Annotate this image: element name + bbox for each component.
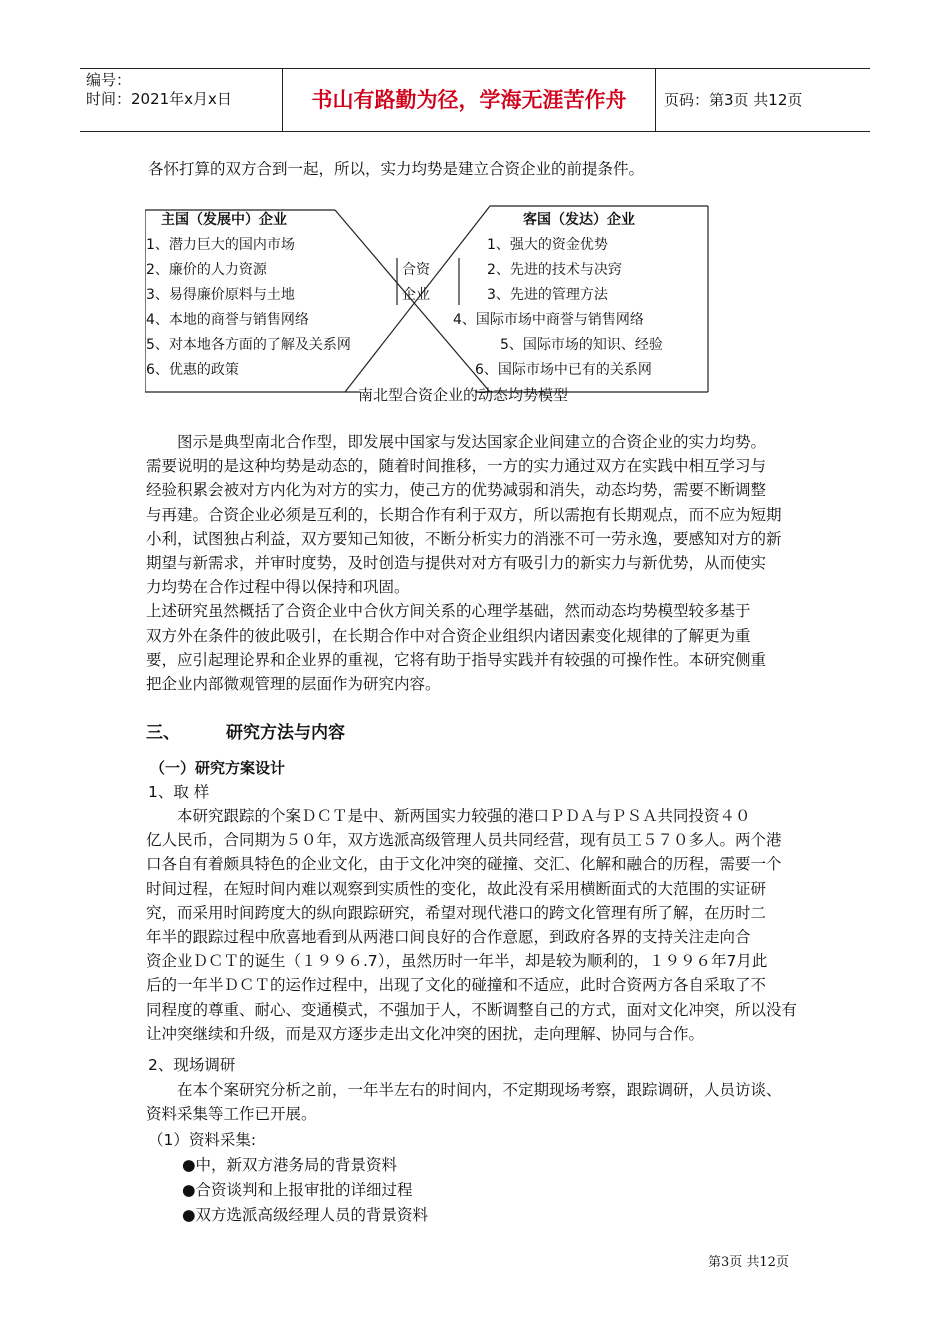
para1-line: 双方外在条件的彼此吸引，在长期合作中对合资企业组织内诸因素变化规律的了解更为重 <box>146 626 751 645</box>
para2-line: 后的一年半ＤＣＴ的运作过程中，出现了文化的碰撞和不适应，此时合资两方各自采取了不 <box>146 976 767 995</box>
para2-line: 究，而采用时间跨度大的纵向跟踪研究，希望对现代港口的跨文化管理有所了解，在历时二 <box>146 903 767 922</box>
para1-line: 与再建。合资企业必须是互利的，长期合作有利于双方，所以需抱有长期观点，而不应为短期 <box>146 505 782 524</box>
para3-line: 在本个案研究分析之前，一年半左右的时间内，不定期现场考察，跟踪调研，人员访谈、 <box>177 1081 782 1099</box>
para2-line: 同程度的尊重、耐心、变通模式，不强加于人，不断调整自己的方式，面对文化冲突，所以没有 <box>146 1000 798 1019</box>
paragraph-sampling <box>146 804 810 1046</box>
joint-venture-diagram <box>145 200 710 405</box>
doc-number-label: 编号： <box>86 71 132 89</box>
para1-line: 需要说明的是这种均势是动态的，随着时间推移，一方的实力通过双方在实践中相互学习与 <box>146 457 767 476</box>
para1-line: 把企业内部微观管理的层面作为研究内容。 <box>146 674 441 693</box>
guest-title: 客国（发达）企业 <box>523 212 635 228</box>
para3-line: 资料采集等工作已开展。 <box>146 1105 317 1124</box>
header-left <box>86 71 232 109</box>
para1-line: 图示是典型南北合作型，即发展中国家与发达国家企业间建立的合资企业的实力均势。 <box>177 433 767 451</box>
paragraph-dynamic-balance <box>146 430 810 696</box>
doc-time-label: 时间：2021年x月x日 <box>86 90 232 108</box>
host-item-6: 6、优惠的政策 <box>146 362 239 378</box>
guest-item-1: 1、强大的资金优势 <box>487 237 608 253</box>
bullet-item: ●双方选派高级经理人员的背景资料 <box>182 1206 429 1224</box>
guest-item-4: 4、国际市场中商誉与销售网络 <box>453 312 644 328</box>
para2-line: 让冲突继续和升级，而是双方逐步走出文化冲突的困扰，走向理解、协同与合作。 <box>146 1024 705 1043</box>
para2-line: 资企业ＤＣＴ的诞生（１９９６.7），虽然历时一年半，却是较为顺利的，１９９６年7月此 <box>146 952 768 971</box>
para1-line: 力均势在合作过程中得以保持和巩固。 <box>146 578 410 597</box>
guest-item-6: 6、国际市场中已有的关系网 <box>475 362 652 378</box>
guest-item-3: 3、先进的管理方法 <box>487 287 608 303</box>
host-item-5: 5、对本地各方面的了解及关系网 <box>146 337 351 353</box>
para2-line: 时间过程，在短时间内难以观察到实质性的变化，故此没有采用横断面式的大范围的实证研 <box>146 879 767 898</box>
para2-line: 年半的跟踪过程中欣喜地看到从两港口间良好的合作意愿，到政府各界的支持关注走向合 <box>146 927 751 946</box>
bullet-item: ●中，新双方港务局的背景资料 <box>182 1156 398 1174</box>
guest-item-2: 2、先进的技术与决窍 <box>487 262 622 278</box>
host-title: 主国（发展中）企业 <box>161 212 287 228</box>
page-header <box>80 68 870 132</box>
subsection-heading: （一）研究方案设计 <box>150 759 286 777</box>
para1-line: 要，应引起理论界和企业界的重视，它将有助于指导实践并有较强的可操作性。本研究侧重 <box>146 650 767 669</box>
para2-line: 口各自有着颇具特色的企业文化，由于文化冲突的碰撞、交汇、化解和融合的历程，需要一个 <box>146 855 782 874</box>
para1-line: 小利，试图独占利益，双方要知己知彼，不断分析实力的消涨不可一劳永逸，要感知对方的新 <box>146 529 782 548</box>
para1-line: 期望与新需求，并审时度势，及时创造与提供对对方有吸引力的新实力与新优势，从而使实 <box>146 553 767 572</box>
item1-title: 1、取 样 <box>148 783 210 801</box>
diagram-caption: 南北型合资企业的动态均势模型 <box>358 386 569 404</box>
host-item-1: 1、潜力巨大的国内市场 <box>146 237 295 253</box>
para1-line: 上述研究虽然概括了合资企业中合伙方间关系的心理学基础，然而动态均势模型较多基于 <box>146 602 751 621</box>
host-item-2: 2、廉价的人力资源 <box>146 262 267 278</box>
page-footer: 第3页 共12页 <box>708 1255 789 1270</box>
header-page-label: 页码：第3页 共12页 <box>664 91 803 109</box>
host-item-3: 3、易得廉价原料与土地 <box>146 287 295 303</box>
para1-line: 经验积累会被对方内化为对方的实力，使己方的优势减弱和消失，动态均势，需要不断调整 <box>146 481 767 500</box>
item2-title: 2、现场调研 <box>148 1056 236 1074</box>
paragraph-field-research <box>146 1078 810 1126</box>
para2-line: 亿人民币，合同期为５０年，双方选派高级管理人员共同经营，现有员工５７０多人。两个港 <box>146 831 782 850</box>
section-title: 研究方法与内容 <box>226 723 345 743</box>
center-label-bottom: 企业 <box>402 287 430 303</box>
sub-item-1: （1）资料采集: <box>148 1131 257 1149</box>
guest-item-5: 5、国际市场的知识、经验 <box>500 337 663 353</box>
center-label-top: 合资 <box>402 262 430 278</box>
intro-line: 各怀打算的双方合到一起，所以，实力均势是建立合资企业的前提条件。 <box>148 160 645 178</box>
host-item-4: 4、本地的商誉与销售网络 <box>146 312 309 328</box>
bullet-item: ●合资谈判和上报审批的详细过程 <box>182 1181 413 1199</box>
section-heading <box>146 718 345 743</box>
para2-line: 本研究跟踪的个案ＤＣＴ是中、新两国实力较强的港口ＰＤＡ与ＰＳＡ共同投资４０ <box>177 807 751 825</box>
header-motto: 书山有路勤为径，学海无涯苦作舟 <box>282 69 656 131</box>
section-number: 三、 <box>146 723 180 743</box>
